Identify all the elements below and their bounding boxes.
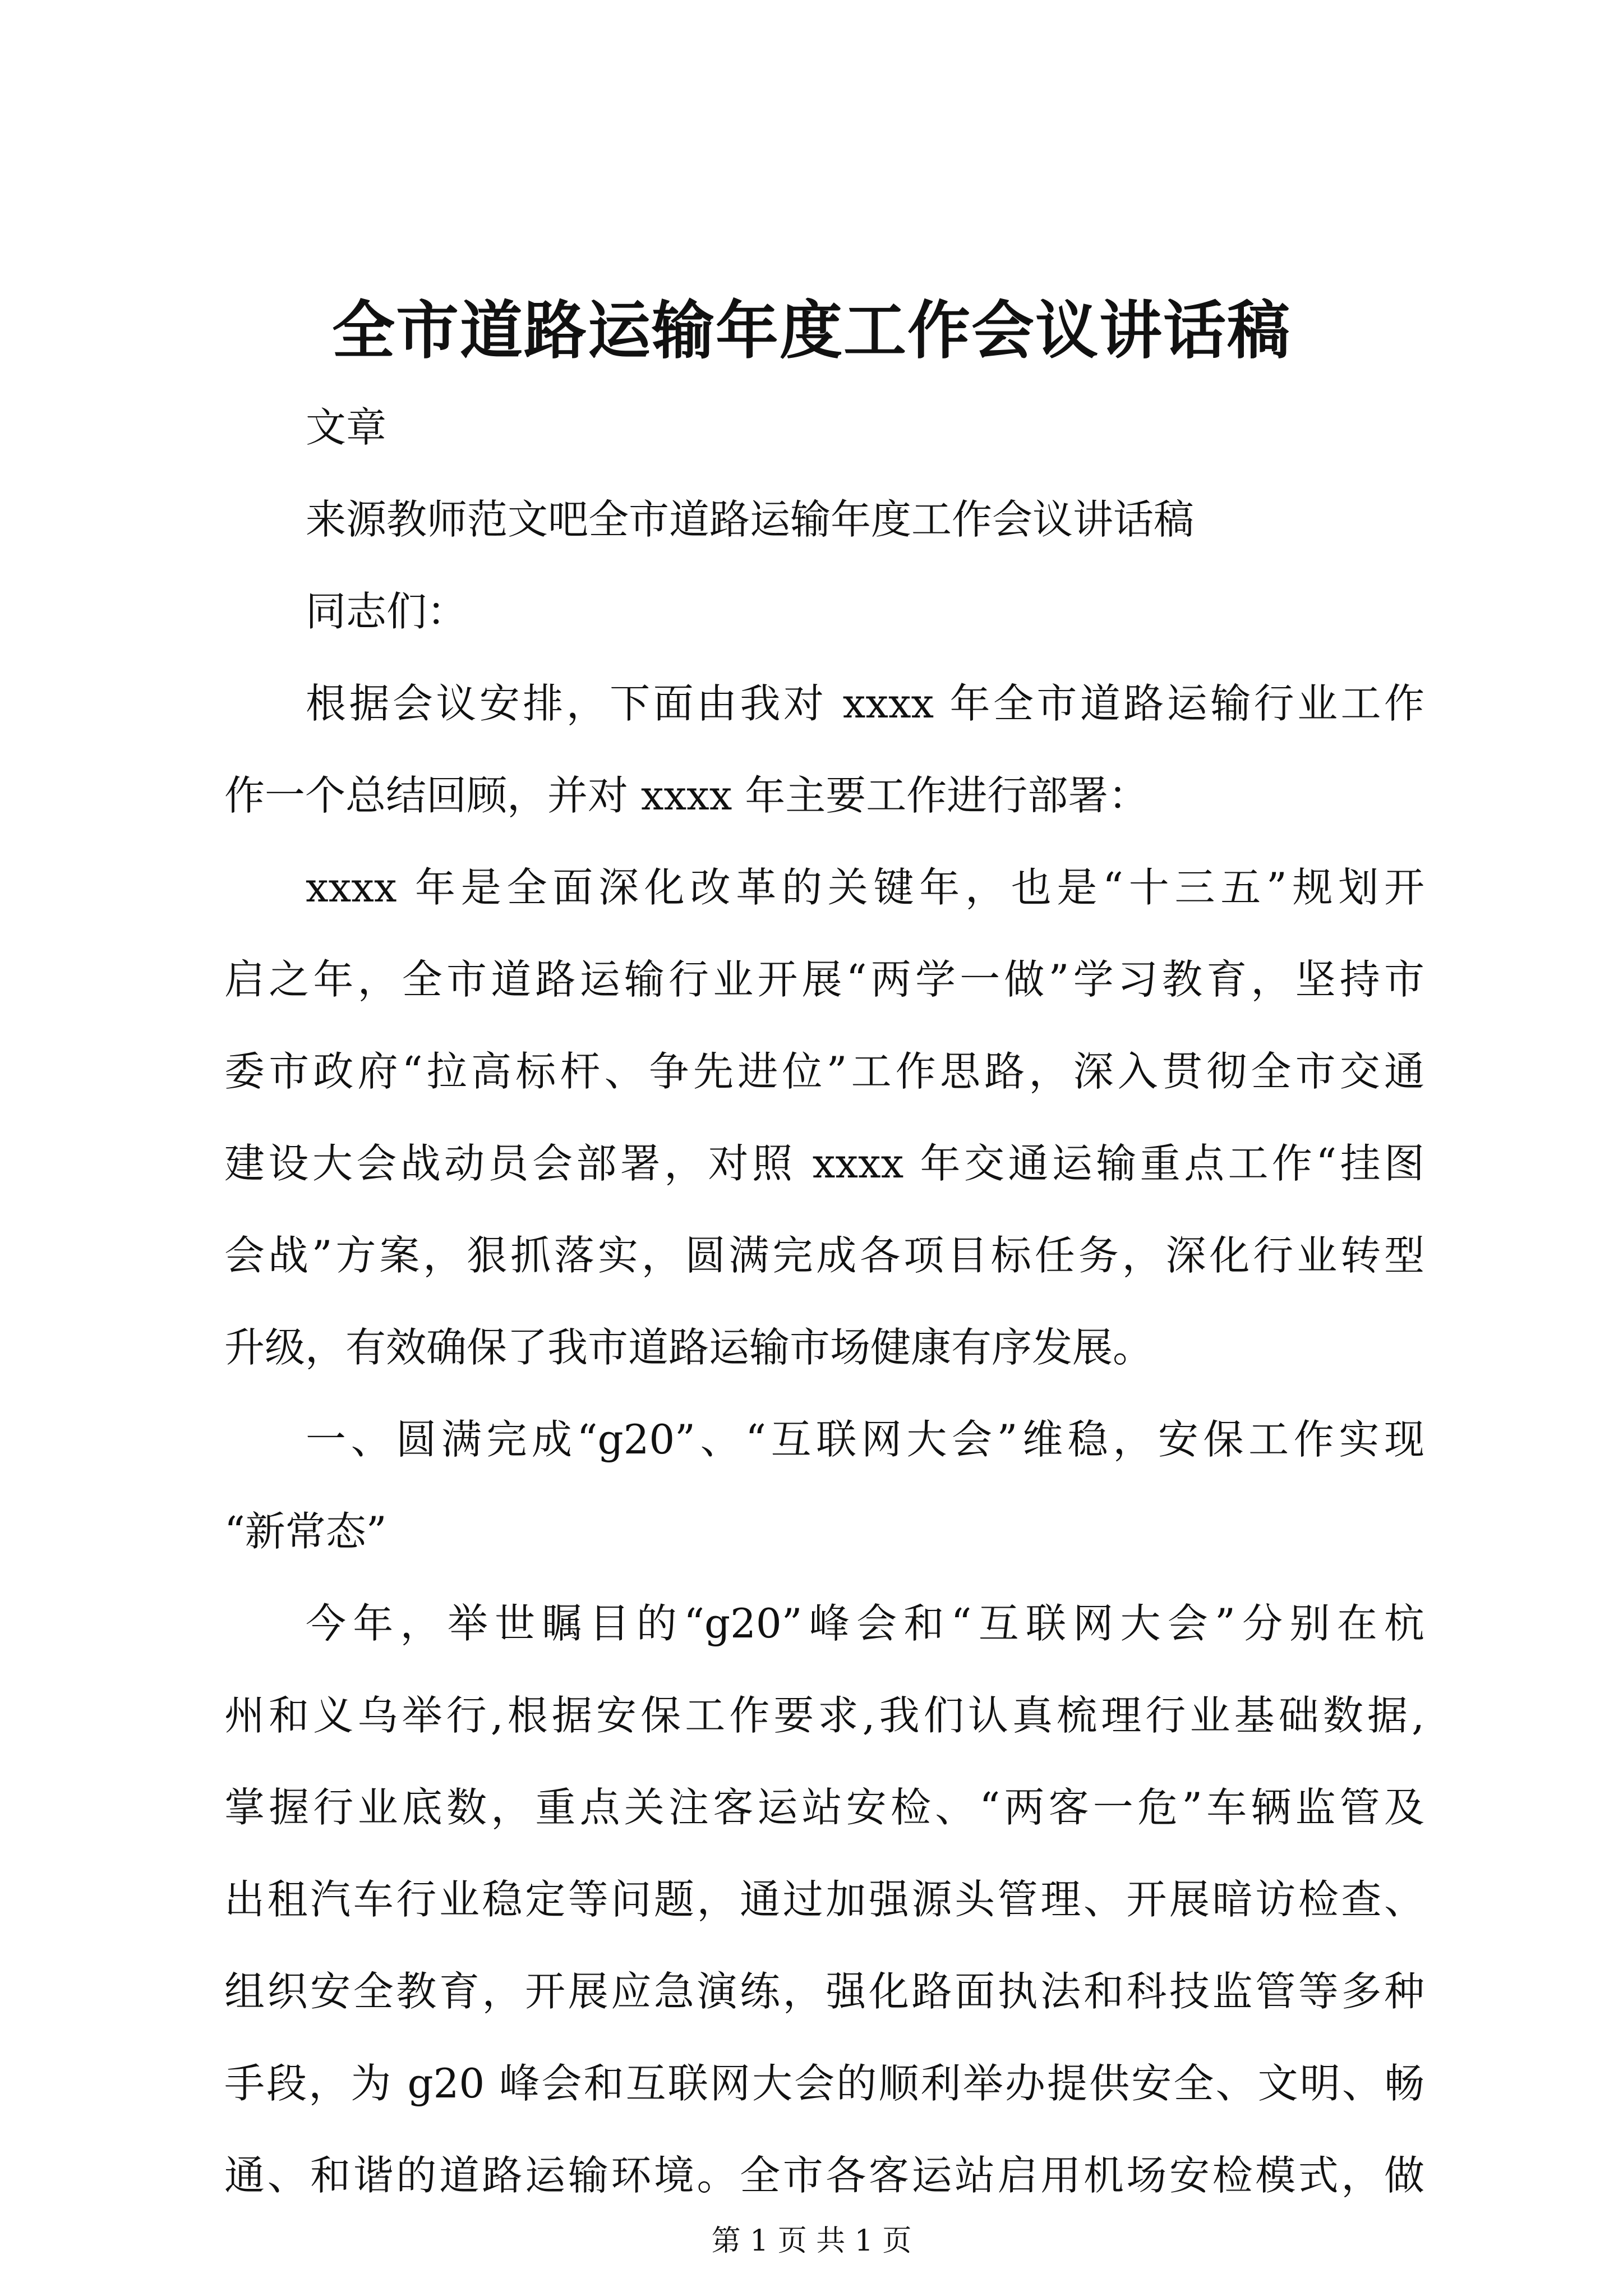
paragraph-line: 启之年，全市道路运输行业开展“两学一做”学习教育，坚持市 bbox=[224, 956, 1424, 1003]
paragraph-line: 出租汽车行业稳定等问题，通过加强源头管理、开展暗访检查、 bbox=[224, 1876, 1424, 1923]
paragraph-line: 州和义乌举行,根据安保工作要求,我们认真梳理行业基础数据, bbox=[224, 1692, 1424, 1739]
section-heading-line: 一、圆满完成“g20”、“互联网大会”维稳，安保工作实现 bbox=[306, 1416, 1424, 1463]
section-heading-line: “新常态” bbox=[224, 1508, 387, 1555]
paragraph-line: xxxx 年是全面深化改革的关键年，也是“十三五”规划开 bbox=[306, 864, 1424, 911]
paragraph-line: 建设大会战动员会部署，对照 xxxx 年交通运输重点工作“挂图 bbox=[224, 1140, 1424, 1187]
paragraph-line: 升级，有效确保了我市道路运输市场健康有序发展。 bbox=[224, 1324, 1154, 1371]
page-footer: 第 1 页 共 1 页 bbox=[711, 2224, 912, 2258]
paragraph-line: 来源教师范文吧全市道路运输年度工作会议讲话稿 bbox=[306, 496, 1195, 543]
paragraph-line: 委市政府“拉高标杆、争先进位”工作思路，深入贯彻全市交通 bbox=[224, 1048, 1424, 1095]
paragraph-line: 同志们： bbox=[306, 588, 468, 635]
paragraph-line: 作一个总结回顾，并对 xxxx 年主要工作进行部署： bbox=[224, 772, 1149, 819]
paragraph-line: 会战”方案，狠抓落实，圆满完成各项目标任务，深化行业转型 bbox=[224, 1232, 1424, 1279]
paragraph-line: 文章 bbox=[306, 404, 387, 451]
paragraph-line: 手段，为 g20 峰会和互联网大会的顺利举办提供安全、文明、畅 bbox=[224, 2060, 1424, 2107]
paragraph-line: 今年，举世瞩目的“g20”峰会和“互联网大会”分别在杭 bbox=[306, 1600, 1424, 1647]
paragraph-line: 掌握行业底数，重点关注客运站安检、“两客一危”车辆监管及 bbox=[224, 1784, 1424, 1831]
paragraph-line: 通、和谐的道路运输环境。全市各客运站启用机场安检模式，做 bbox=[224, 2152, 1424, 2199]
paragraph-line: 根据会议安排，下面由我对 xxxx 年全市道路运输行业工作 bbox=[306, 680, 1424, 727]
document-title: 全市道路运输年度工作会议讲话稿 bbox=[332, 294, 1291, 367]
paragraph-line: 组织安全教育，开展应急演练，强化路面执法和科技监管等多种 bbox=[224, 1968, 1424, 2015]
